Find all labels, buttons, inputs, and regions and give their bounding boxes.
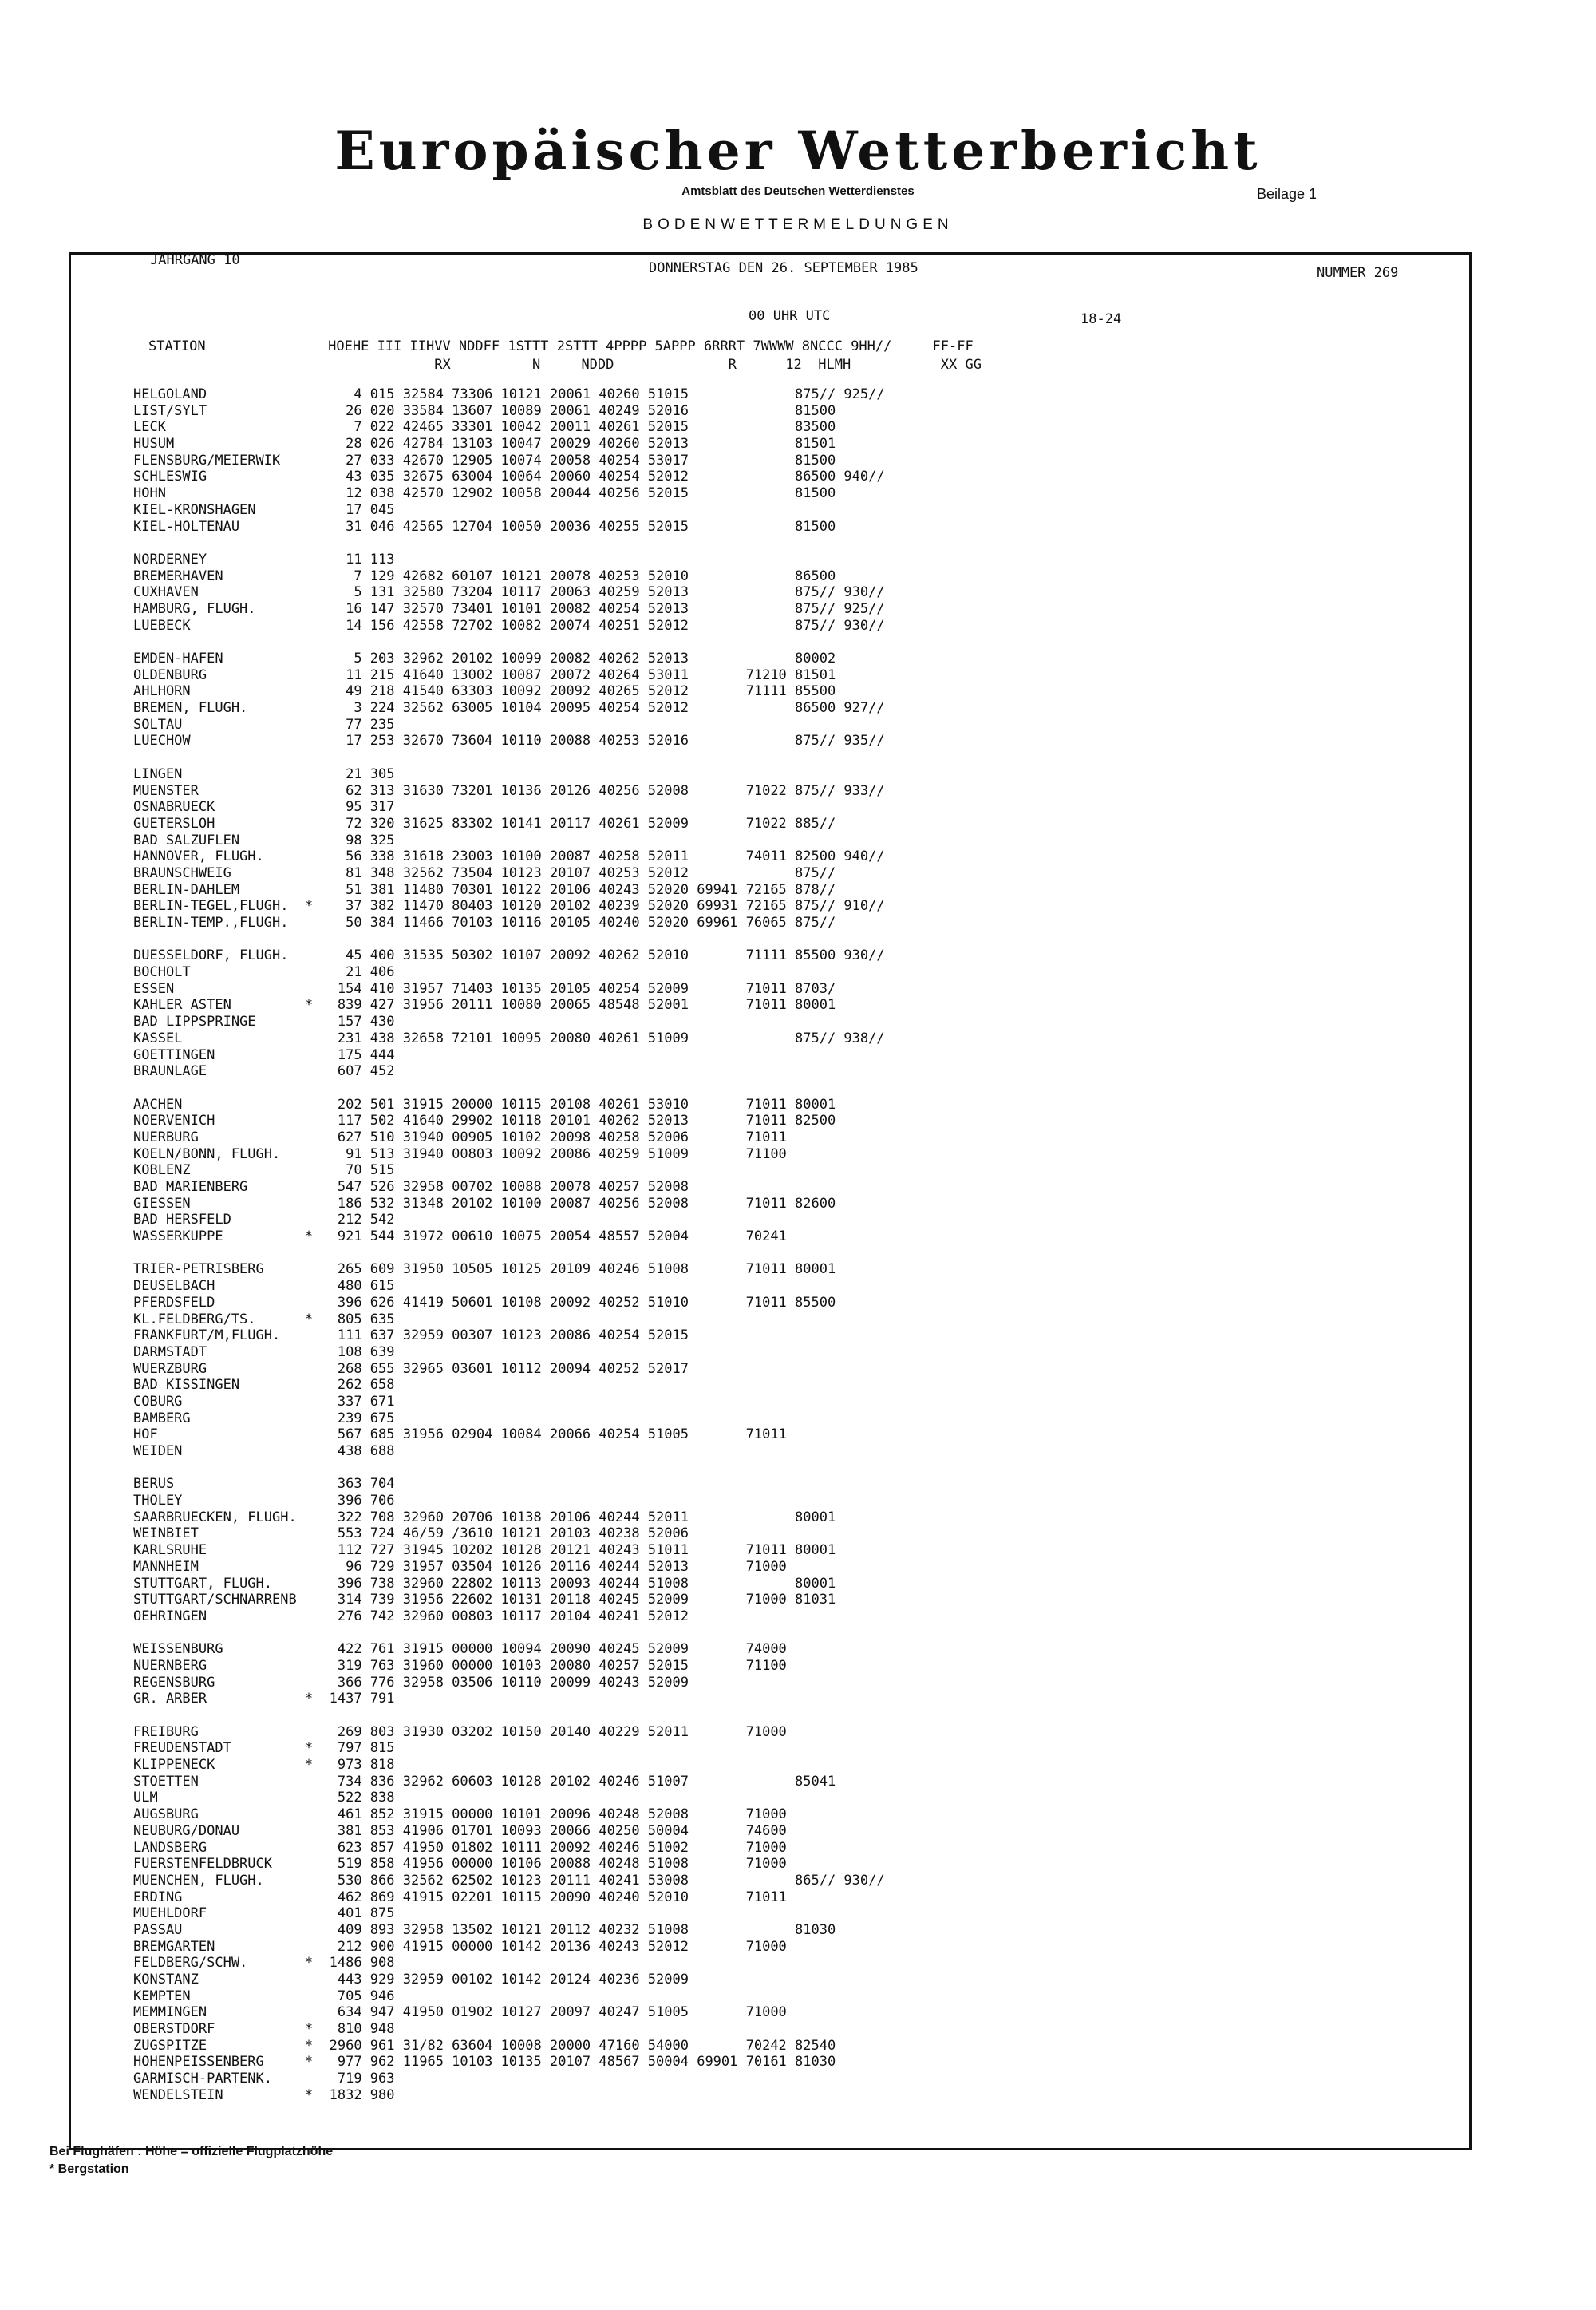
table-row: REGENSBURG 366 776 32958 03506 10110 20099 40243 52009 [133, 1674, 689, 1691]
table-row: HUSUM 28 026 42784 13103 10047 20029 40260 52013 81501 [133, 436, 836, 453]
table-row: EMDEN-HAFEN 5 203 32962 20102 10099 20082 40262 52013 80002 [133, 651, 836, 666]
table-row: KONSTANZ 443 929 32959 00102 10142 20124 40236 52009 [133, 1972, 689, 1988]
table-row: HOHENPEISSENBERG * 977 962 11965 10103 10135 20107 48567 50004 69901 70161 81030 [133, 2054, 836, 2071]
table-row: BRAUNSCHWEIG 81 348 32562 73504 10123 20107 40253 52012 875// [133, 864, 836, 881]
table-row: ULM 522 838 [133, 1790, 395, 1806]
table-row: NUERNBERG 319 763 31960 00000 10103 20080 40257 52015 71100 [133, 1657, 787, 1674]
table-row: FREIBURG 269 803 31930 03202 10150 20140 40229 52011 71000 [133, 1723, 787, 1740]
table-row: SOLTAU 77 235 [133, 716, 395, 733]
table-row: THOLEY 396 706 [133, 1493, 395, 1509]
table-row: BREMERHAVEN 7 129 42682 60107 10121 20078 40253 52010 86500 [133, 568, 836, 584]
table-row: KOBLENZ 70 515 [133, 1162, 395, 1179]
column-header-row-1: STATION HOEHE III IIHVV NDDFF 1STTT 2STTT 4PPPP 5APPP 6RRRT 7WWWW 8NCCC 9HH// FF-FF [148, 338, 974, 354]
table-row: BOCHOLT 21 406 [133, 964, 395, 981]
row-spacer [133, 932, 885, 948]
table-row: OLDENBURG 11 215 41640 13002 10087 20072 40264 53011 71210 81501 [133, 666, 836, 683]
table-row: BAD MARIENBERG 547 526 32958 00702 10088 20078 40257 52008 [133, 1179, 689, 1195]
row-spacer [133, 1460, 885, 1477]
table-row: BERUS 363 704 [133, 1476, 395, 1493]
table-row: ERDING 462 869 41915 02201 10115 20090 40240 52010 71011 [133, 1889, 787, 1905]
table-row: MEMMINGEN 634 947 41950 01902 10127 20097 40247 51005 71000 [133, 2004, 787, 2021]
table-row: HANNOVER, FLUGH. 56 338 31618 23003 10100 20087 40258 52011 74011 82500 940// [133, 848, 885, 865]
table-row: WUERZBURG 268 655 32965 03601 10112 20094 40252 52017 [133, 1360, 689, 1377]
table-row: WASSERKUPPE * 921 544 31972 00610 10075 20054 48557 52004 70241 [133, 1228, 787, 1245]
table-row: KOELN/BONN, FLUGH. 91 513 31940 00803 10092 20086 40259 51009 71100 [133, 1145, 787, 1162]
table-row: GARMISCH-PARTENK. 719 963 [133, 2071, 395, 2087]
table-row: NOERVENICH 117 502 41640 29902 10118 20101 40262 52013 71011 82500 [133, 1113, 836, 1129]
table-row: ZUGSPITZE * 2960 961 31/82 63604 10008 20000 47160 54000 70242 82540 [133, 2037, 836, 2054]
period-label: 18-24 [1080, 311, 1122, 327]
table-row: GUETERSLOH 72 320 31625 83302 10141 20117 40261 52009 71022 885// [133, 815, 836, 832]
table-row: WENDELSTEIN * 1832 980 [133, 2087, 395, 2103]
row-spacer [133, 750, 885, 766]
table-row: ESSEN 154 410 31957 71403 10135 20105 40254 52009 71011 8703/ [133, 980, 836, 997]
table-row: LIST/SYLT 26 020 33584 13607 10089 20061 40249 52016 81500 [133, 402, 836, 419]
report-title: Europäischer Wetterbericht [334, 120, 1262, 182]
table-row: STOETTEN 734 836 32962 60603 10128 20102 40246 51007 85041 [133, 1773, 836, 1790]
observation-time: 00 UHR UTC [749, 308, 831, 324]
table-row: BERLIN-TEMP.,FLUGH. 50 384 11466 70103 10116 20105 40240 52020 69961 76065 875// [133, 915, 836, 931]
table-row: GOETTINGEN 175 444 [133, 1046, 395, 1063]
table-row: LANDSBERG 623 857 41950 01802 10111 20092 40246 51002 71000 [133, 1839, 787, 1856]
table-row: PFERDSFELD 396 626 41419 50601 10108 20092 40252 51010 71011 85500 [133, 1294, 836, 1311]
row-spacer [133, 535, 885, 552]
table-row: KL.FELDBERG/TS. * 805 635 [133, 1311, 395, 1327]
table-row: OBERSTDORF * 810 948 [133, 2021, 395, 2038]
table-row: KASSEL 231 438 32658 72101 10095 20080 40261 51009 875// 938// [133, 1030, 885, 1046]
row-spacer [133, 1245, 885, 1262]
row-spacer [133, 1707, 885, 1724]
table-row: AACHEN 202 501 31915 20000 10115 20108 40261 53010 71011 80001 [133, 1096, 836, 1113]
table-row: KLIPPENECK * 973 818 [133, 1757, 395, 1774]
table-row: LUECHOW 17 253 32670 73604 10110 20088 40253 52016 875// 935// [133, 733, 885, 750]
table-row: DEUSELBACH 480 615 [133, 1278, 395, 1295]
table-row: KARLSRUHE 112 727 31945 10202 10128 20121 40243 51011 71011 80001 [133, 1542, 836, 1559]
table-row: LINGEN 21 305 [133, 765, 395, 782]
table-row: STUTTGART/SCHNARRENB 314 739 31956 22602 10131 20118 40245 52009 71000 81031 [133, 1592, 836, 1608]
table-row: MUENCHEN, FLUGH. 530 866 32562 62502 10123 20111 40241 53008 865// 930// [133, 1872, 885, 1889]
table-row: CUXHAVEN 5 131 32580 73204 10117 20063 40259 52013 875// 930// [133, 584, 885, 601]
table-row: GIESSEN 186 532 31348 20102 10100 20087 40256 52008 71011 82600 [133, 1195, 836, 1212]
supplement-label: Beilage 1 [1257, 186, 1317, 202]
date-label: DONNERSTAG DEN 26. SEPTEMBER 1985 [649, 260, 918, 276]
table-row: HAMBURG, FLUGH. 16 147 32570 73401 10101 20082 40254 52013 875// 925// [133, 600, 885, 617]
table-row: BERLIN-TEGEL,FLUGH. * 37 382 11470 80403 10120 20102 40239 52020 69931 72165 875// 910// [133, 898, 885, 915]
table-row: HOHN 12 038 42570 12902 10058 20044 40256 52015 81500 [133, 485, 836, 502]
volume-label: JAHRGANG 10 [150, 252, 240, 268]
table-row: KIEL-KRONSHAGEN 17 045 [133, 501, 395, 518]
table-row: SAARBRUECKEN, FLUGH. 322 708 32960 20706 10138 20106 40244 52011 80001 [133, 1509, 836, 1525]
table-row: KEMPTEN 705 946 [133, 1988, 395, 2004]
table-row: BAD LIPPSPRINGE 157 430 [133, 1014, 395, 1030]
table-row: COBURG 337 671 [133, 1393, 395, 1410]
row-spacer [133, 1080, 885, 1097]
section-heading: BODENWETTERMELDUNGEN [642, 216, 954, 233]
table-row: KIEL-HOLTENAU 31 046 42565 12704 10050 20036 40255 52015 81500 [133, 518, 836, 535]
table-row: BERLIN-DAHLEM 51 381 11480 70301 10122 20106 40243 52020 69941 72165 878// [133, 881, 836, 898]
station-table [133, 386, 885, 2104]
table-row: BRAUNLAGE 607 452 [133, 1063, 395, 1080]
table-row: FUERSTENFELDBRUCK 519 858 41956 00000 10106 20088 40248 51008 71000 [133, 1856, 787, 1873]
table-row: HOF 567 685 31956 02904 10084 20066 40254 51005 71011 [133, 1426, 787, 1443]
row-spacer [133, 634, 885, 651]
table-row: FLENSBURG/MEIERWIK 27 033 42670 12905 10074 20058 40254 53017 81500 [133, 452, 836, 469]
column-header-row-2: RX N NDDD R 12 HLMH XX GG [148, 357, 982, 373]
table-row: AHLHORN 49 218 41540 63303 10092 20092 40265 52012 71111 85500 [133, 683, 836, 700]
table-row: LUEBECK 14 156 42558 72702 10082 20074 40251 52012 875// 930// [133, 617, 885, 634]
table-row: MUEHLDORF 401 875 [133, 1905, 395, 1922]
table-row: NUERBURG 627 510 31940 00905 10102 20098 40258 52006 71011 [133, 1129, 787, 1145]
footnote-mountain-station: * Bergstation [49, 2162, 129, 2176]
table-row: BAD SALZUFLEN 98 325 [133, 832, 395, 848]
issue-number: NUMMER 269 [1317, 265, 1399, 281]
footnote-airports: Bei Flughäfen : Höhe = offizielle Flugplatzhöhe [49, 2145, 334, 2158]
table-row: BREMGARTEN 212 900 41915 00000 10142 20136 40243 52012 71000 [133, 1938, 787, 1955]
table-row: DUESSELDORF, FLUGH. 45 400 31535 50302 10107 20092 40262 52010 71111 85500 930// [133, 947, 885, 964]
table-row: FRANKFURT/M,FLUGH. 111 637 32959 00307 10123 20086 40254 52015 [133, 1327, 689, 1344]
table-row: LECK 7 022 42465 33301 10042 20011 40261 52015 83500 [133, 419, 836, 436]
table-row: FELDBERG/SCHW. * 1486 908 [133, 1955, 395, 1972]
table-row: MANNHEIM 96 729 31957 03504 10126 20116 40244 52013 71000 [133, 1558, 787, 1575]
table-row: WEISSENBURG 422 761 31915 00000 10094 20090 40245 52009 74000 [133, 1641, 787, 1658]
table-row: PASSAU 409 893 32958 13502 10121 20112 40232 51008 81030 [133, 1921, 836, 1938]
table-row: KAHLER ASTEN * 839 427 31956 20111 10080 20065 48548 52001 71011 80001 [133, 997, 836, 1014]
table-row: GR. ARBER * 1437 791 [133, 1691, 395, 1707]
table-row: BAMBERG 239 675 [133, 1410, 395, 1426]
row-spacer [133, 1625, 885, 1642]
report-subtitle: Amtsblatt des Deutschen Wetterdienstes [681, 184, 915, 198]
table-row: WEINBIET 553 724 46/59 /3610 10121 20103 40238 52006 [133, 1525, 689, 1542]
table-row: TRIER-PETRISBERG 265 609 31950 10505 10125 20109 40246 51008 71011 80001 [133, 1261, 836, 1278]
table-row: BAD KISSINGEN 262 658 [133, 1377, 395, 1394]
table-row: OSNABRUECK 95 317 [133, 799, 395, 816]
table-row: SCHLESWIG 43 035 32675 63004 10064 20060 40254 52012 86500 940// [133, 469, 885, 485]
table-row: NORDERNEY 11 113 [133, 551, 395, 568]
table-row: BAD HERSFELD 212 542 [133, 1212, 395, 1228]
table-row: WEIDEN 438 688 [133, 1443, 395, 1459]
table-row: FREUDENSTADT * 797 815 [133, 1740, 395, 1757]
table-row: AUGSBURG 461 852 31915 00000 10101 20096 40248 52008 71000 [133, 1806, 787, 1823]
table-row: STUTTGART, FLUGH. 396 738 32960 22802 10113 20093 40244 51008 80001 [133, 1575, 836, 1592]
table-row: NEUBURG/DONAU 381 853 41906 01701 10093 20066 40250 50004 74600 [133, 1822, 787, 1839]
table-row: HELGOLAND 4 015 32584 73306 10121 20061 40260 51015 875// 925// [133, 386, 885, 402]
table-row: DARMSTADT 108 639 [133, 1343, 395, 1360]
table-row: OEHRINGEN 276 742 32960 00803 10117 20104 40241 52012 [133, 1608, 689, 1624]
table-row: MUENSTER 62 313 31630 73201 10136 20126 40256 52008 71022 875// 933// [133, 782, 885, 799]
table-row: BREMEN, FLUGH. 3 224 32562 63005 10104 20095 40254 52012 86500 927// [133, 700, 885, 717]
